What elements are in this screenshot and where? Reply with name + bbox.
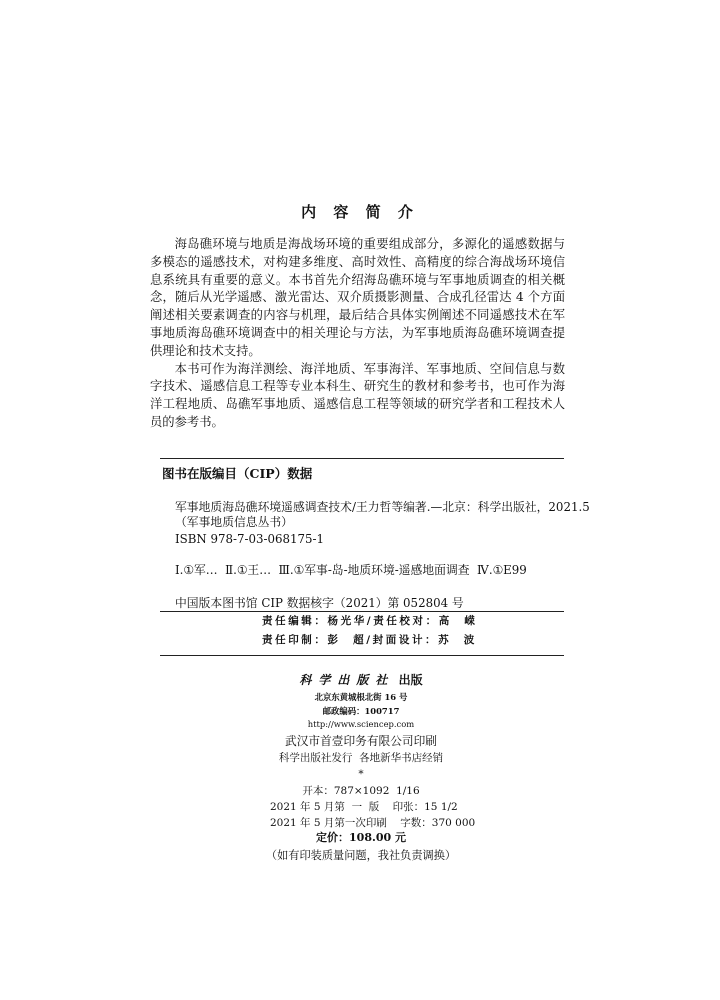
intro-line: 员的参考书。 xyxy=(150,414,224,429)
intro-body xyxy=(150,236,565,432)
cip-series: （军事地质信息丛书） xyxy=(175,515,293,529)
printing-info: 2021 年 5 月第一次印刷 字数：370 000 xyxy=(270,817,476,829)
divider xyxy=(160,655,564,656)
credits-production: 责任印制：彭 超/封面设计：苏 波 xyxy=(262,634,477,646)
distribution: 科学出版社发行 各地新华书店经销 xyxy=(278,752,444,764)
intro-line: 多模态的遥感技术，对构建多维度、高时效性、高精度的综合海战场环境信 xyxy=(150,254,565,269)
intro-line: 阐述相关要素调查的内容与机理，最后结合具体实例阐述不同遥感技术在军 xyxy=(150,308,565,323)
intro-line: 海岛礁环境与地质是海战场环境的重要组成部分，多源化的遥感数据与 xyxy=(174,237,565,251)
publisher-address: 北京东黄城根北街 16 号 xyxy=(314,692,408,702)
intro-line: 字技术、遥感信息工程等专业本科生、研究生的教材和参考书，也可作为海 xyxy=(150,379,565,394)
cip-record: 军事地质海岛礁环境遥感调查技术/王力哲等编著.—北京：科学出版社，2021.5 xyxy=(175,500,590,514)
quality-notice: （如有印装质量问题，我社负责调换） xyxy=(265,849,457,862)
intro-line: 洋工程地质、岛礁军事地质、遥感信息工程等领域的研究学者和工程技术人 xyxy=(150,397,565,412)
book-format: 开本：787×1092 1/16 xyxy=(302,785,420,797)
credits-editors: 责任编辑：杨光华/责任校对：高 嵘 xyxy=(262,615,478,627)
publisher-suffix: 出版 xyxy=(398,673,423,687)
separator-star: * xyxy=(358,768,364,780)
publisher-line xyxy=(0,672,720,688)
divider xyxy=(160,611,564,612)
divider xyxy=(160,458,564,459)
publisher-name: 科学出版社 xyxy=(299,673,395,687)
cip-heading: 图书在版编目（CIP）数据 xyxy=(162,466,313,481)
cip-isbn: ISBN 978-7-03-068175-1 xyxy=(175,532,324,546)
intro-line: 本书可作为海洋测绘、海洋地质、军事海洋、军事地质、空间信息与数 xyxy=(174,361,565,376)
intro-line: 念，随后从光学遥感、激光雷达、双介质摄影测量、合成孔径雷达 4 个方面 xyxy=(150,290,565,305)
publisher-postcode: 邮政编码：100717 xyxy=(322,706,400,716)
publisher-website: http://www.sciencep.com xyxy=(307,719,415,729)
cip-classification: Ⅰ.①军… Ⅱ.①王… Ⅲ.①军事-岛-地质环境-遥感地面调查 Ⅳ.①E99 xyxy=(175,563,527,577)
intro-line: 供理论和技术支持。 xyxy=(150,343,261,358)
price: 定价：108.00 元 xyxy=(316,831,406,844)
intro-line: 息系统具有重要的意义。本书首先介绍海岛礁环境与军事地质调查的相关概 xyxy=(150,272,565,287)
intro-title: 内 容 简 介 xyxy=(301,203,419,221)
edition-info: 2021 年 5 月第 一 版 印张：15 1/2 xyxy=(270,801,458,813)
intro-line: 事地质海岛礁环境调查中的相关理论与方法，为军事地质海岛礁环境调查提 xyxy=(150,325,565,340)
printer: 武汉市首壹印务有限公司印刷 xyxy=(285,734,437,748)
cip-data-number: 中国版本图书馆 CIP 数据核字（2021）第 052804 号 xyxy=(175,596,464,610)
